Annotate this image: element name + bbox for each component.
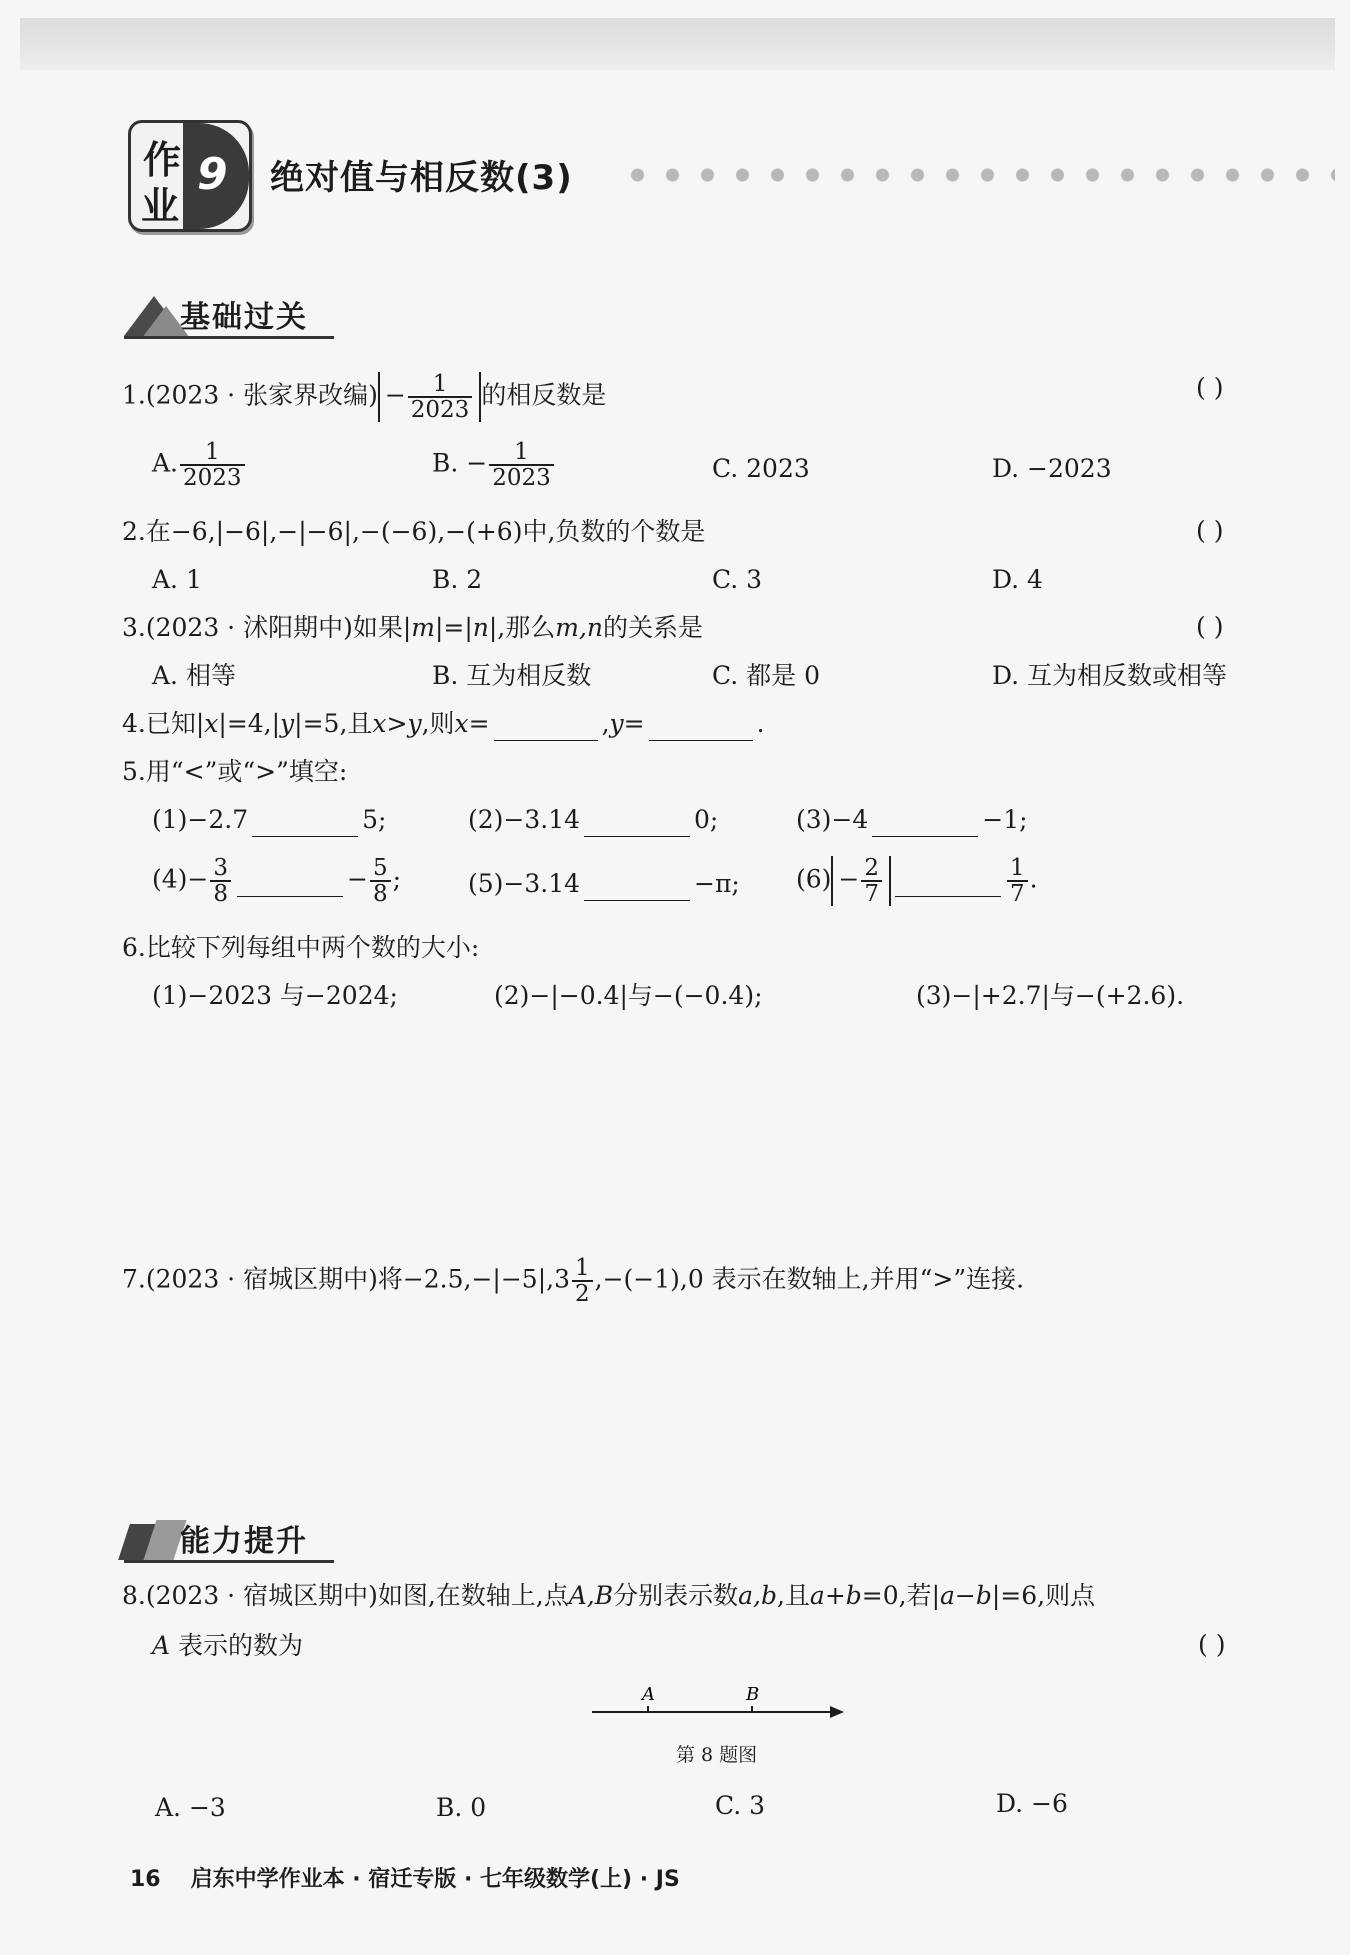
q1-prefix: 1.(2023 · 张家界改编) <box>122 380 378 410</box>
q5-p6-left-frac <box>861 856 882 906</box>
q5-p4-ln: 3 <box>213 855 229 881</box>
q5-p6-right-frac <box>1007 856 1028 906</box>
q1-a-fraction <box>180 440 245 490</box>
q7-frac-num: 1 <box>574 1255 590 1281</box>
q5-p2-left: (2)−3.14 <box>468 805 581 834</box>
section-underline <box>124 1560 334 1563</box>
q5-part-3 <box>796 804 1028 837</box>
page-title: 绝对值与相反数(3) <box>270 158 573 198</box>
q8-answer-paren[interactable]: ( ) <box>1198 1630 1226 1659</box>
q5-p1-right: 5; <box>362 805 387 834</box>
question-5: 5.用“<”或“>”填空: <box>122 757 348 786</box>
q5-p4-minus: − <box>347 864 368 894</box>
section-basic-label: 基础过关 <box>180 300 308 335</box>
page-number: 16 <box>130 1867 161 1892</box>
q5-p6-end: . <box>1029 864 1038 894</box>
q1-option-a[interactable] <box>152 440 247 490</box>
page-footer <box>130 1862 680 1893</box>
q3-text-d: 的关系是 <box>603 613 704 642</box>
question-8 <box>122 1580 1095 1612</box>
footer-book-title: 启东中学作业本 · 宿迁专版 · 七年级数学(上) · JS <box>190 1867 680 1892</box>
badge-top-char: 作 <box>143 138 182 182</box>
q8-option-b[interactable]: B. 0 <box>436 1793 487 1822</box>
section-basic-heading <box>124 292 334 340</box>
point-a-label: A <box>642 1684 655 1705</box>
q5-p4-right-frac <box>370 856 391 906</box>
q4-y-blank[interactable] <box>649 708 753 741</box>
q1-b-fraction <box>489 440 554 490</box>
q8-points: A,B <box>568 1581 614 1610</box>
question-4 <box>122 708 765 741</box>
question-1 <box>122 372 606 422</box>
q4-text-d: ,则 <box>421 709 455 738</box>
q5-p4-rd: 8 <box>370 880 391 906</box>
q1-suffix: 的相反数是 <box>481 380 607 410</box>
q3-option-d[interactable]: D. 互为相反数或相等 <box>992 661 1228 690</box>
q4-var-y: y <box>280 709 295 738</box>
q6-part-2: (2)−|−0.4|与−(−0.4); <box>494 981 763 1010</box>
q1-abs-expression <box>378 372 482 422</box>
question-3 <box>122 612 703 644</box>
q5-p6-rd: 7 <box>1007 880 1028 906</box>
q4-text-c: |=5,且 <box>294 709 373 738</box>
q8-figure-caption: 第 8 题图 <box>676 1744 758 1766</box>
q8-text-e: |=6,则点 <box>991 1581 1096 1610</box>
q5-p3-right: −1; <box>982 805 1028 834</box>
q3-var-m: m <box>411 613 435 642</box>
q4-comma: , <box>601 709 610 738</box>
q5-p2-blank[interactable] <box>584 804 690 837</box>
q5-p4-end: ; <box>392 864 402 894</box>
q1-option-c[interactable]: C. 2023 <box>712 454 810 483</box>
q5-part-2 <box>468 804 718 837</box>
q1-a-label: A. <box>152 448 179 478</box>
q4-cond: x>y <box>372 709 422 738</box>
q6-part-3: (3)−|+2.7|与−(+2.6). <box>916 981 1185 1010</box>
number-line-svg <box>590 1680 846 1740</box>
q7-frac-den: 2 <box>572 1280 593 1306</box>
q5-p5-right: −π; <box>694 869 740 898</box>
q8-line2-text: 表示的数为 <box>170 1631 304 1660</box>
q2-option-a[interactable]: A. 1 <box>152 565 202 594</box>
section-advanced-label: 能力提升 <box>180 1524 308 1559</box>
q4-period: . <box>756 709 765 738</box>
q3-option-b[interactable]: B. 互为相反数 <box>432 661 592 690</box>
q1-b-den: 2023 <box>489 464 554 490</box>
q5-part-4 <box>152 856 401 906</box>
q4-x-blank[interactable] <box>494 708 598 741</box>
badge-bottom-char: 业 <box>141 184 180 228</box>
q1-frac-den: 2023 <box>408 396 473 422</box>
q5-p4-left-frac <box>210 856 231 906</box>
q8-option-d[interactable]: D. −6 <box>996 1789 1068 1818</box>
q5-p6-rn: 1 <box>1010 855 1025 881</box>
q8-option-a[interactable]: A. −3 <box>155 1793 226 1822</box>
q5-p4-blank[interactable] <box>237 864 343 897</box>
q2-option-c[interactable]: C. 3 <box>712 565 763 594</box>
q1-minus: − <box>384 380 406 410</box>
q7-text-b: ,−(−1),0 表示在数轴上,并用“>”连接. <box>594 1264 1025 1294</box>
q5-p3-left: (3)−4 <box>796 805 869 834</box>
q1-a-den: 2023 <box>180 464 245 490</box>
q5-p4-rn: 5 <box>372 855 388 881</box>
q8-option-c[interactable]: C. 3 <box>715 1791 766 1820</box>
q3-var-mn: m,n <box>555 613 604 642</box>
q1-b-label: B. − <box>432 448 488 478</box>
q5-p1-blank[interactable] <box>252 804 358 837</box>
section-advanced-heading <box>124 1516 334 1564</box>
scan-top-band <box>20 18 1335 70</box>
q5-p3-blank[interactable] <box>872 804 978 837</box>
q8-text-d: =0,若| <box>861 1581 941 1610</box>
q5-p6-abs <box>831 856 891 906</box>
q1-fraction <box>408 372 473 422</box>
q5-p6-minus: − <box>838 864 860 894</box>
q8-diff: a−b <box>940 1581 992 1610</box>
q7-text-a: 7.(2023 · 宿城区期中)将−2.5,−|−5|,3 <box>122 1264 570 1294</box>
q5-part-6 <box>796 856 1038 906</box>
q8-number-line <box>590 1680 846 1740</box>
q3-text-a: 3.(2023 · 沭阳期中)如果| <box>122 613 412 642</box>
q5-p5-left: (5)−3.14 <box>468 869 581 898</box>
section-underline <box>124 336 334 339</box>
q3-option-a[interactable]: A. 相等 <box>152 661 236 690</box>
q8-vars: a,b <box>738 1581 777 1610</box>
q8-sum: a+b <box>809 1581 862 1610</box>
q2-option-d[interactable]: D. 4 <box>992 565 1043 594</box>
q2-answer-paren[interactable]: ( ) <box>1196 516 1224 545</box>
q5-p1-left: (1)−2.7 <box>152 805 249 834</box>
q4-text-a: 4.已知| <box>122 709 205 738</box>
q1-answer-paren[interactable]: ( ) <box>1196 373 1224 402</box>
q8-point-a-ref: A <box>152 1631 171 1660</box>
point-b-label: B <box>746 1684 760 1705</box>
q7-fraction <box>572 1256 593 1306</box>
q3-text-b: |=| <box>434 613 473 642</box>
q5-p6-ld: 7 <box>861 880 882 906</box>
q4-y-eq: y= <box>609 709 645 738</box>
q5-part-1 <box>152 804 386 837</box>
q5-p6-blank[interactable] <box>895 864 1001 897</box>
q1-b-num: 1 <box>514 439 529 465</box>
number-line-arrow <box>830 1706 844 1718</box>
q8-text-c: ,且 <box>776 1581 810 1610</box>
q5-p5-blank[interactable] <box>584 868 690 901</box>
q5-p6-ln: 2 <box>864 855 880 881</box>
q3-answer-paren[interactable]: ( ) <box>1196 612 1224 641</box>
q5-part-5 <box>468 868 740 901</box>
q1-option-b[interactable] <box>432 440 556 490</box>
q8-text-a: 8.(2023 · 宿城区期中)如图,在数轴上,点 <box>122 1581 569 1610</box>
q5-p2-right: 0; <box>694 805 719 834</box>
question-2: 2.在−6,|−6|,−|−6|,−(−6),−(+6)中,负数的个数是 <box>122 517 706 546</box>
title-dots-decoration <box>620 166 1335 184</box>
q4-text-b: |=4,| <box>218 709 281 738</box>
q4-var-x: x <box>204 709 219 738</box>
q4-x-eq: x= <box>454 709 490 738</box>
q8-line-2 <box>152 1630 303 1662</box>
q1-option-d[interactable]: D. −2023 <box>992 454 1112 483</box>
q5-p4-ld: 8 <box>210 880 231 906</box>
homework-badge <box>128 120 252 232</box>
q6-part-1: (1)−2023 与−2024; <box>152 981 398 1010</box>
q8-text-b: 分别表示数 <box>613 1581 739 1610</box>
q1-a-num: 1 <box>204 439 220 465</box>
question-6: 6.比较下列每组中两个数的大小: <box>122 933 480 962</box>
q3-var-n: n <box>472 613 489 642</box>
q5-p6-left: (6) <box>796 864 832 894</box>
question-7 <box>122 1256 1024 1306</box>
badge-number: 9 <box>197 149 228 200</box>
q1-frac-num: 1 <box>432 371 448 397</box>
q3-option-c[interactable]: C. 都是 0 <box>712 661 820 690</box>
q2-option-b[interactable]: B. 2 <box>432 565 483 594</box>
q3-text-c: |,那么 <box>488 613 556 642</box>
q5-p4-left: (4)− <box>152 864 209 894</box>
